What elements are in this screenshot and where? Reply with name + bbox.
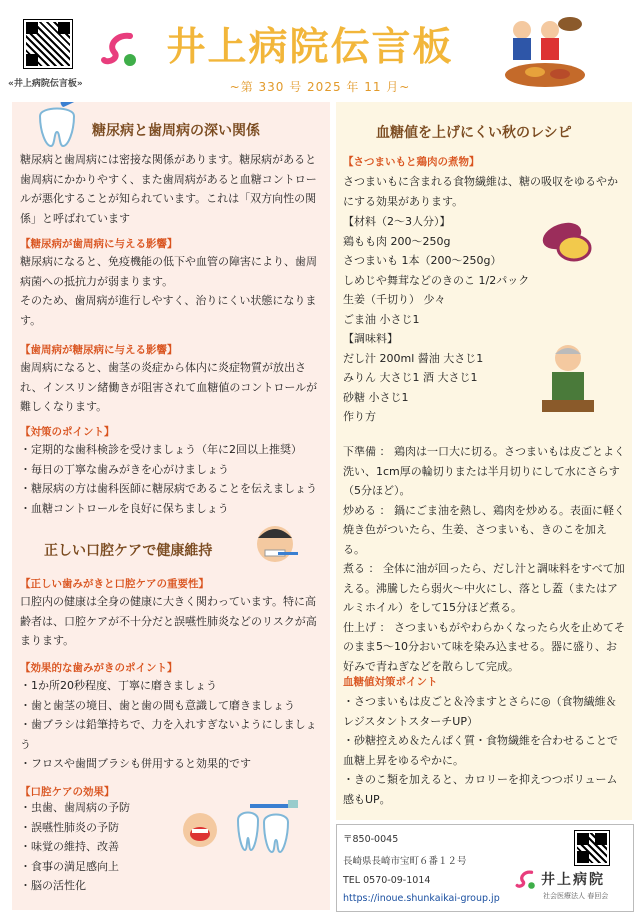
list-item: ・歯ブラシは鉛筆持ちで、力を入れすぎないようにしましょう	[20, 718, 317, 751]
blood-sugar-tips-list	[343, 692, 627, 809]
brushing-point-list	[20, 676, 322, 774]
ingredients-block	[343, 212, 553, 427]
website-link[interactable]: https://inoue.shunkaikai-group.jp	[343, 893, 500, 904]
seasoning-item: だし汁 200ml 醤油 大さじ1	[343, 351, 484, 365]
list-item: ・虫歯、歯周病の予防	[20, 801, 130, 814]
subheading-blood-sugar-tips: 血糖値対策ポイント	[343, 676, 438, 688]
paragraph: さつまいもに含まれる食物繊維は、糖の吸収をゆるやかにする効果があります。	[343, 175, 618, 208]
list-item: ・さつまいもは皮ごと＆冷ますとさらに◎（食物繊維＆レジスタントスターチUP）	[343, 695, 617, 728]
subheading-oral-care-effects: 【口腔ケアの効果】	[20, 786, 115, 798]
subheading-periodontal-effect: 【歯周病が糖尿病に与える影響】	[20, 344, 178, 356]
footer-logo-icon	[515, 869, 537, 891]
list-item: ・糖尿病の方は歯科医師に糖尿病であることを伝えましょう	[20, 482, 317, 495]
autumn-couple-illustration	[500, 10, 590, 90]
list-item: ・味覚の維持、改善	[20, 840, 119, 853]
method-step: 仕上げ ： さつまいもがやわらかくなったら火を止めてそのまま5～10分おいて味を染み込ませる。器に盛り、お好みで青ねぎなどを散らして完成。	[343, 620, 625, 673]
list-item: ・食事の満足感向上	[20, 859, 119, 873]
periodontal-effect-text	[20, 358, 322, 417]
list-item: ・脳の活性化	[20, 879, 86, 892]
ingredient-item: 鶏もも肉 200～250g	[343, 234, 451, 248]
list-item: ・歯と歯茎の境目、歯と歯の間も意識して磨きましょう	[20, 698, 295, 712]
list-item: ・毎日の丁寧な歯みがきを心がけましょう	[20, 462, 229, 476]
hospital-logo-icon	[100, 30, 140, 70]
footer-qr-code	[575, 831, 609, 865]
seasoning-item: みりん 大さじ1 酒 大さじ1	[343, 371, 478, 384]
method-step: 下準備 ： 鶏肉は一口大に切る。さつまいもは皮ごとよく洗い、1cm厚の輪切りまたは半月切りにして水にさらす（5分ほど）。	[343, 445, 625, 497]
postal-code: 〒850-0045	[343, 834, 399, 845]
method-step: 炒める ： 鍋にごま油を熱し、鶏肉を炒める。表面に軽く焼き色がついたら、生姜、さつまいも、きのこを加える。	[343, 503, 625, 556]
footer-hospital-name: 井上病院	[541, 872, 605, 888]
method-steps	[343, 442, 627, 676]
teeth-brush-illustration	[232, 800, 302, 858]
list-item: ・誤嚥性肺炎の予防	[20, 820, 119, 834]
oral-care-importance-text	[20, 592, 322, 651]
footer-org-name: 社会医療法人 春回会	[543, 892, 609, 900]
seasoning-item: 砂糖 小さじ1	[343, 390, 409, 404]
section-title-oral-care: 正しい口腔ケアで健康維持	[44, 543, 213, 559]
newsletter-title: 井上病院伝言板	[166, 25, 454, 70]
method-heading: 作り方	[343, 410, 376, 423]
list-item: ・きのこ類を加えると、カロリーを抑えつつボリューム感もUP。	[343, 773, 618, 806]
list-item: ・定期的な歯科検診を受けましょう（年に2回以上推奨）	[20, 443, 302, 456]
issue-number: ~第 330 号 2025 年 11 月~	[229, 80, 411, 94]
subheading-oral-care-importance: 【正しい歯みがきと口腔ケアの重要性】	[20, 578, 209, 590]
mouth-illustration	[180, 810, 220, 850]
section-title-autumn-recipe: 血糖値を上げにくい秋のレシピ	[376, 125, 572, 141]
list-item: ・フロスや歯間ブラシも併用すると効果的です	[20, 757, 251, 770]
contact-footer	[336, 824, 634, 912]
paragraph: そのため、歯周病が進行しやすく、治りにくい状態になります。	[20, 294, 317, 327]
section-title-diabetes-periodontal: 糖尿病と歯周病の深い関係	[92, 123, 260, 139]
diabetes-intro	[20, 150, 322, 228]
paragraph: 糖尿病になると、免疫機能の低下や血管の障害により、歯周病菌への抵抗力が弱まります。	[20, 255, 317, 288]
ingredient-item: ごま油 小さじ1	[343, 312, 420, 326]
qr-caption: «井上病院伝言板»	[8, 79, 83, 89]
recipe-name: 【さつまいもと鶏肉の煮物】	[343, 156, 480, 168]
qr-code	[24, 20, 72, 68]
paragraph: 歯周病になると、歯茎の炎症から体内に炎症物質が放出され、インスリン緒働きが阻害されて血糖値のコントロールが難しくなります。	[20, 361, 318, 413]
subheading-countermeasures: 【対策のポイント】	[20, 426, 115, 438]
list-item: ・1か所20秒程度、丁寧に磨きましょう	[20, 679, 217, 692]
brushing-boy-illustration	[250, 520, 300, 572]
address: 長崎県長崎市宝町６番１２号	[343, 856, 467, 867]
list-item: ・血糖コントロールを良好に保ちましょう	[20, 501, 229, 515]
paragraph: 口腔内の健康は全身の健康に大きく関わっています。特に高齢者は、口腔ケアが不十分だと誤嚥性肺炎などのリスクが高まります。	[20, 595, 317, 647]
phone-number: TEL 0570-09-1014	[343, 875, 431, 886]
cooking-grandpa-illustration	[538, 340, 598, 420]
subheading-brushing-points: 【効果的な歯みがきのポイント】	[20, 662, 178, 674]
list-item: ・砂糖控えめ＆たんぱく質・食物繊維を合わせることで血糖上昇をゆるやかに。	[343, 734, 618, 767]
recipe-intro	[343, 172, 627, 211]
subheading-diabetes-effect: 【糖尿病が歯周病に与える影響】	[20, 238, 178, 250]
ingredient-item: 生姜（千切り） 少々	[343, 293, 446, 306]
sweet-potato-illustration	[538, 212, 598, 268]
paragraph: 糖尿病と歯周病には密接な関係があります。糖尿病があると歯周病にかかりやすく、また歯周病があると血糖コントロールが悪化することが知られています。これは「双方向性の関係」と呼ばれています	[20, 153, 317, 225]
method-step: 煮る ： 全体に油が回ったら、だし汁と調味料をすべて加える。沸騰したら弱火～中火にし、落とし蓋（またはアルミホイル）をして15分ほど煮る。	[343, 562, 625, 614]
ingredient-item: しめじや舞茸などのきのこ 1/2パック	[343, 273, 530, 287]
tooth-brush-icon	[30, 102, 84, 152]
ingredient-item: さつまいも 1本（200～250g）	[343, 254, 502, 267]
seasoning-heading: 【調味料】	[343, 332, 398, 345]
diabetes-effect-text	[20, 252, 322, 330]
ingredients-heading: 【材料（2～3人分）】	[343, 215, 451, 228]
countermeasure-list	[20, 440, 326, 518]
